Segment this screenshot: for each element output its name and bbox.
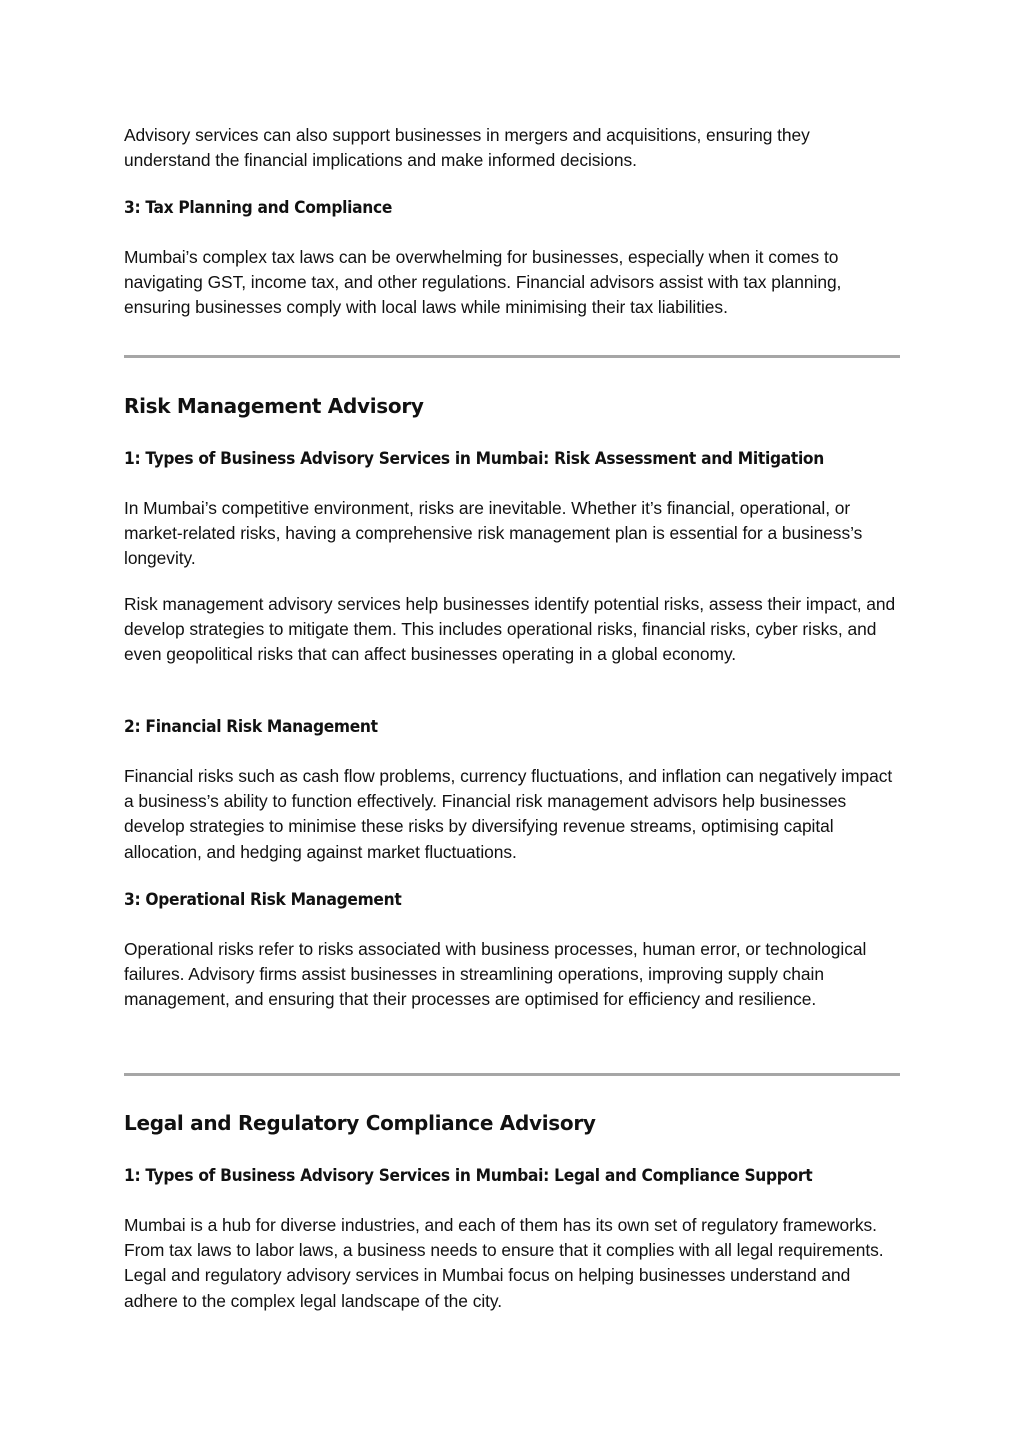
legal-compliance-paragraph: Mumbai is a hub for diverse industries, and each of them has its own set of regulatory frameworks. From tax laws to labor laws, a business needs to ensure that it complies with all legal requirements. Legal and regulatory advisory services in Mumbai focus on helping businesses understand and adhere to the complex legal landscape of the city. bbox=[124, 1215, 884, 1311]
section-divider bbox=[124, 355, 900, 358]
legal-compliance-title: Legal and Regulatory Compliance Advisory bbox=[124, 1111, 596, 1135]
risk-management-title: Risk Management Advisory bbox=[124, 394, 424, 418]
financial-risk-heading: 2: Financial Risk Management bbox=[124, 717, 378, 737]
operational-risk-paragraph: Operational risks refer to risks associated with business processes, human error, or technological failures. Advisory firms assist businesses in streamlining operations, improving supply chain management, and ensuring that their processes are optimised for efficiency and resilience. bbox=[124, 939, 867, 1010]
section-divider bbox=[124, 1073, 900, 1076]
risk-assessment-paragraph-2: Risk management advisory services help businesses identify potential risks, assess their impact, and develop strategies to mitigate them. This includes operational risks, financial risks, cyber risks, and even geopolitical risks that can affect businesses operating in a global economy. bbox=[124, 594, 896, 665]
legal-compliance-support-heading: 1: Types of Business Advisory Services in Mumbai: Legal and Compliance Support bbox=[124, 1166, 813, 1186]
tax-planning-heading: 3: Tax Planning and Compliance bbox=[124, 198, 393, 218]
intro-paragraph: Advisory services can also support businesses in mergers and acquisitions, ensuring they understand the financial implications and make informed decisions. bbox=[124, 125, 810, 171]
tax-planning-paragraph: Mumbai’s complex tax laws can be overwhelming for businesses, especially when it comes to navigating GST, income tax, and other regulations. Financial advisors assist with tax planning, ensuring businesses comply with local laws while minimising their tax liabilities. bbox=[124, 247, 842, 318]
risk-assessment-heading: 1: Types of Business Advisory Services in Mumbai: Risk Assessment and Mitigation bbox=[124, 449, 824, 469]
financial-risk-paragraph: Financial risks such as cash flow problems, currency fluctuations, and inflation can negatively impact a business’s ability to function effectively. Financial risk management advisors help businesses develop strategies to minimise these risks by diversifying revenue streams, optimising capital allocation, and hedging against market fluctuations. bbox=[124, 766, 893, 862]
risk-assessment-paragraph-1: In Mumbai’s competitive environment, risks are inevitable. Whether it’s financial, operational, or market-related risks, having a comprehensive risk management plan is essential for a business’s longevity. bbox=[124, 498, 863, 569]
operational-risk-heading: 3: Operational Risk Management bbox=[124, 890, 402, 910]
